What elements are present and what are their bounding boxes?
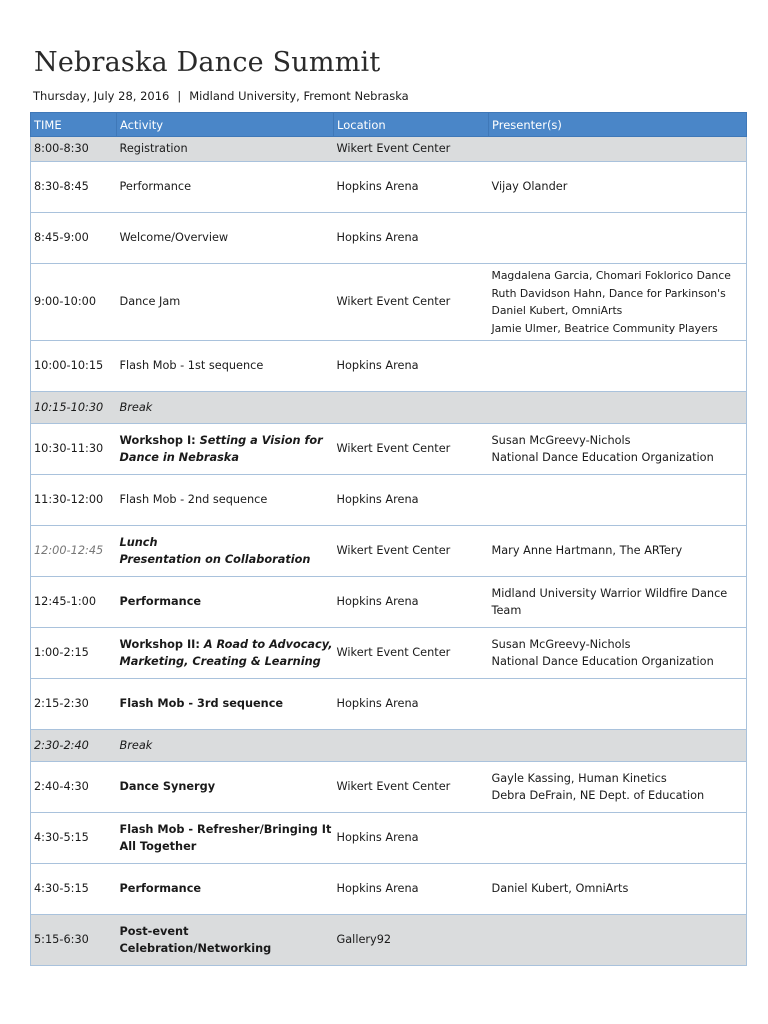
- cell-time: 12:45-1:00: [31, 577, 117, 628]
- cell-activity: [117, 526, 334, 577]
- cell-presenters: [489, 264, 747, 341]
- activity-italic: Setting a Vision for Dance in Nebraska: [119, 433, 323, 464]
- table-row: [31, 341, 747, 392]
- cell-time: 8:00-8:30: [31, 137, 117, 162]
- presenter: Susan McGreevy-Nichols: [491, 433, 631, 447]
- cell-activity: Registration: [117, 137, 334, 162]
- cell-location: Wikert Event Center: [334, 424, 489, 475]
- cell-time: 2:30-2:40: [31, 730, 117, 762]
- cell-activity: Flash Mob - 1st sequence: [117, 341, 334, 392]
- event-date: Thursday, July 28, 2016: [33, 89, 170, 103]
- table-row: [31, 628, 747, 679]
- cell-presenters: [489, 915, 747, 966]
- cell-time: 10:00-10:15: [31, 341, 117, 392]
- table-row: [31, 679, 747, 730]
- cell-presenters: [489, 762, 747, 813]
- cell-presenters: [489, 679, 747, 730]
- cell-presenters: [489, 341, 747, 392]
- cell-activity: Performance: [117, 162, 334, 213]
- cell-activity: [117, 628, 334, 679]
- presenter: Vijay Olander: [491, 180, 568, 194]
- activity-line: Celebration/Networking: [119, 942, 272, 955]
- cell-location: [334, 730, 489, 762]
- cell-presenters: [489, 813, 747, 864]
- cell-presenters: [489, 577, 747, 628]
- column-header-activity: Activity: [117, 113, 334, 137]
- cell-time: 8:45-9:00: [31, 213, 117, 264]
- cell-time: 1:00-2:15: [31, 628, 117, 679]
- cell-location: Wikert Event Center: [334, 628, 489, 679]
- cell-activity: Performance: [117, 577, 334, 628]
- cell-time: 2:40-4:30: [31, 762, 117, 813]
- cell-activity: Break: [117, 392, 334, 424]
- presenter: Ruth Davidson Hahn, Dance for Parkinson's: [491, 286, 726, 300]
- presenter: Mary Anne Hartmann, The ARTery: [491, 544, 683, 558]
- cell-location: Hopkins Arena: [334, 864, 489, 915]
- cell-activity: [117, 915, 334, 966]
- presenter: Susan McGreevy-Nichols: [491, 637, 631, 651]
- cell-location: Hopkins Arena: [334, 341, 489, 392]
- activity-line: Post-event: [119, 924, 189, 938]
- cell-location: Hopkins Arena: [334, 213, 489, 264]
- cell-presenters: [489, 162, 747, 213]
- cell-activity: [117, 424, 334, 475]
- cell-activity: Flash Mob - 3rd sequence: [117, 679, 334, 730]
- cell-presenters: [489, 628, 747, 679]
- presenter: National Dance Education Organization: [491, 451, 714, 464]
- cell-location: [334, 392, 489, 424]
- cell-presenters: [489, 526, 747, 577]
- cell-time: 11:30-12:00: [31, 475, 117, 526]
- cell-activity: Flash Mob - 2nd sequence: [117, 475, 334, 526]
- activity-line: Presentation on Collaboration: [119, 553, 311, 566]
- cell-presenters: [489, 137, 747, 162]
- table-row: [31, 424, 747, 475]
- presenter: National Dance Education Organization: [491, 655, 714, 668]
- cell-location: Hopkins Arena: [334, 162, 489, 213]
- cell-presenters: [489, 864, 747, 915]
- cell-location: Hopkins Arena: [334, 577, 489, 628]
- presenter: Magdalena Garcia, Chomari Foklorico Dance: [491, 269, 731, 282]
- presenter: Midland University Warrior Wildfire Dance: [491, 586, 728, 600]
- event-venue: Midland University, Fremont Nebraska: [189, 89, 409, 103]
- cell-location: Wikert Event Center: [334, 264, 489, 341]
- presenter: Jamie Ulmer, Beatrice Community Players: [491, 321, 718, 335]
- table-row: [31, 762, 747, 813]
- cell-activity: Dance Synergy: [117, 762, 334, 813]
- presenter: Daniel Kubert, OmniArts: [491, 304, 623, 317]
- cell-presenters: [489, 424, 747, 475]
- cell-location: Wikert Event Center: [334, 762, 489, 813]
- cell-activity: Performance: [117, 864, 334, 915]
- column-header-presenters: Presenter(s): [489, 113, 747, 137]
- cell-activity: Break: [117, 730, 334, 762]
- event-subtitle: [33, 89, 409, 103]
- column-header-time: TIME: [31, 113, 117, 137]
- cell-activity: Flash Mob - Refresher/Bringing It All Together: [117, 813, 334, 864]
- cell-location: Gallery92: [334, 915, 489, 966]
- presenter: Team: [491, 604, 522, 617]
- table-row: [31, 526, 747, 577]
- cell-presenters: [489, 475, 747, 526]
- cell-presenters: [489, 392, 747, 424]
- table-row: [31, 475, 747, 526]
- presenter: Daniel Kubert, OmniArts: [491, 882, 629, 896]
- cell-time: 4:30-5:15: [31, 864, 117, 915]
- activity-bold: Workshop II:: [119, 637, 204, 651]
- table-row: [31, 264, 747, 341]
- cell-location: Wikert Event Center: [334, 526, 489, 577]
- cell-location: Hopkins Arena: [334, 475, 489, 526]
- table-row: [31, 137, 747, 162]
- cell-activity: Dance Jam: [117, 264, 334, 341]
- cell-time: 8:30-8:45: [31, 162, 117, 213]
- column-header-location: Location: [334, 113, 489, 137]
- table-row: [31, 730, 747, 762]
- cell-presenters: [489, 213, 747, 264]
- presenter: Debra DeFrain, NE Dept. of Education: [491, 789, 705, 802]
- table-row: [31, 813, 747, 864]
- activity-line: Lunch: [119, 535, 158, 549]
- schedule-table: [30, 112, 747, 966]
- table-header-row: [31, 113, 747, 137]
- table-row: [31, 162, 747, 213]
- subtitle-separator: |: [177, 89, 182, 103]
- cell-time: 10:15-10:30: [31, 392, 117, 424]
- table-row: [31, 915, 747, 966]
- cell-presenters: [489, 730, 747, 762]
- activity-italic: A Road to Advocacy, Marketing, Creating & Learning: [119, 637, 333, 668]
- cell-time: 10:30-11:30: [31, 424, 117, 475]
- cell-time: 2:15-2:30: [31, 679, 117, 730]
- cell-time: 5:15-6:30: [31, 915, 117, 966]
- cell-location: Hopkins Arena: [334, 679, 489, 730]
- table-row: [31, 864, 747, 915]
- cell-location: Wikert Event Center: [334, 137, 489, 162]
- cell-activity: Welcome/Overview: [117, 213, 334, 264]
- table-row: [31, 392, 747, 424]
- cell-time: 12:00-12:45: [31, 526, 117, 577]
- cell-location: Hopkins Arena: [334, 813, 489, 864]
- table-row: [31, 213, 747, 264]
- page-title: Nebraska Dance Summit: [34, 47, 381, 78]
- cell-time: 4:30-5:15: [31, 813, 117, 864]
- cell-time: 9:00-10:00: [31, 264, 117, 341]
- activity-bold: Workshop I:: [119, 433, 200, 447]
- presenter: Gayle Kassing, Human Kinetics: [491, 771, 667, 785]
- table-row: [31, 577, 747, 628]
